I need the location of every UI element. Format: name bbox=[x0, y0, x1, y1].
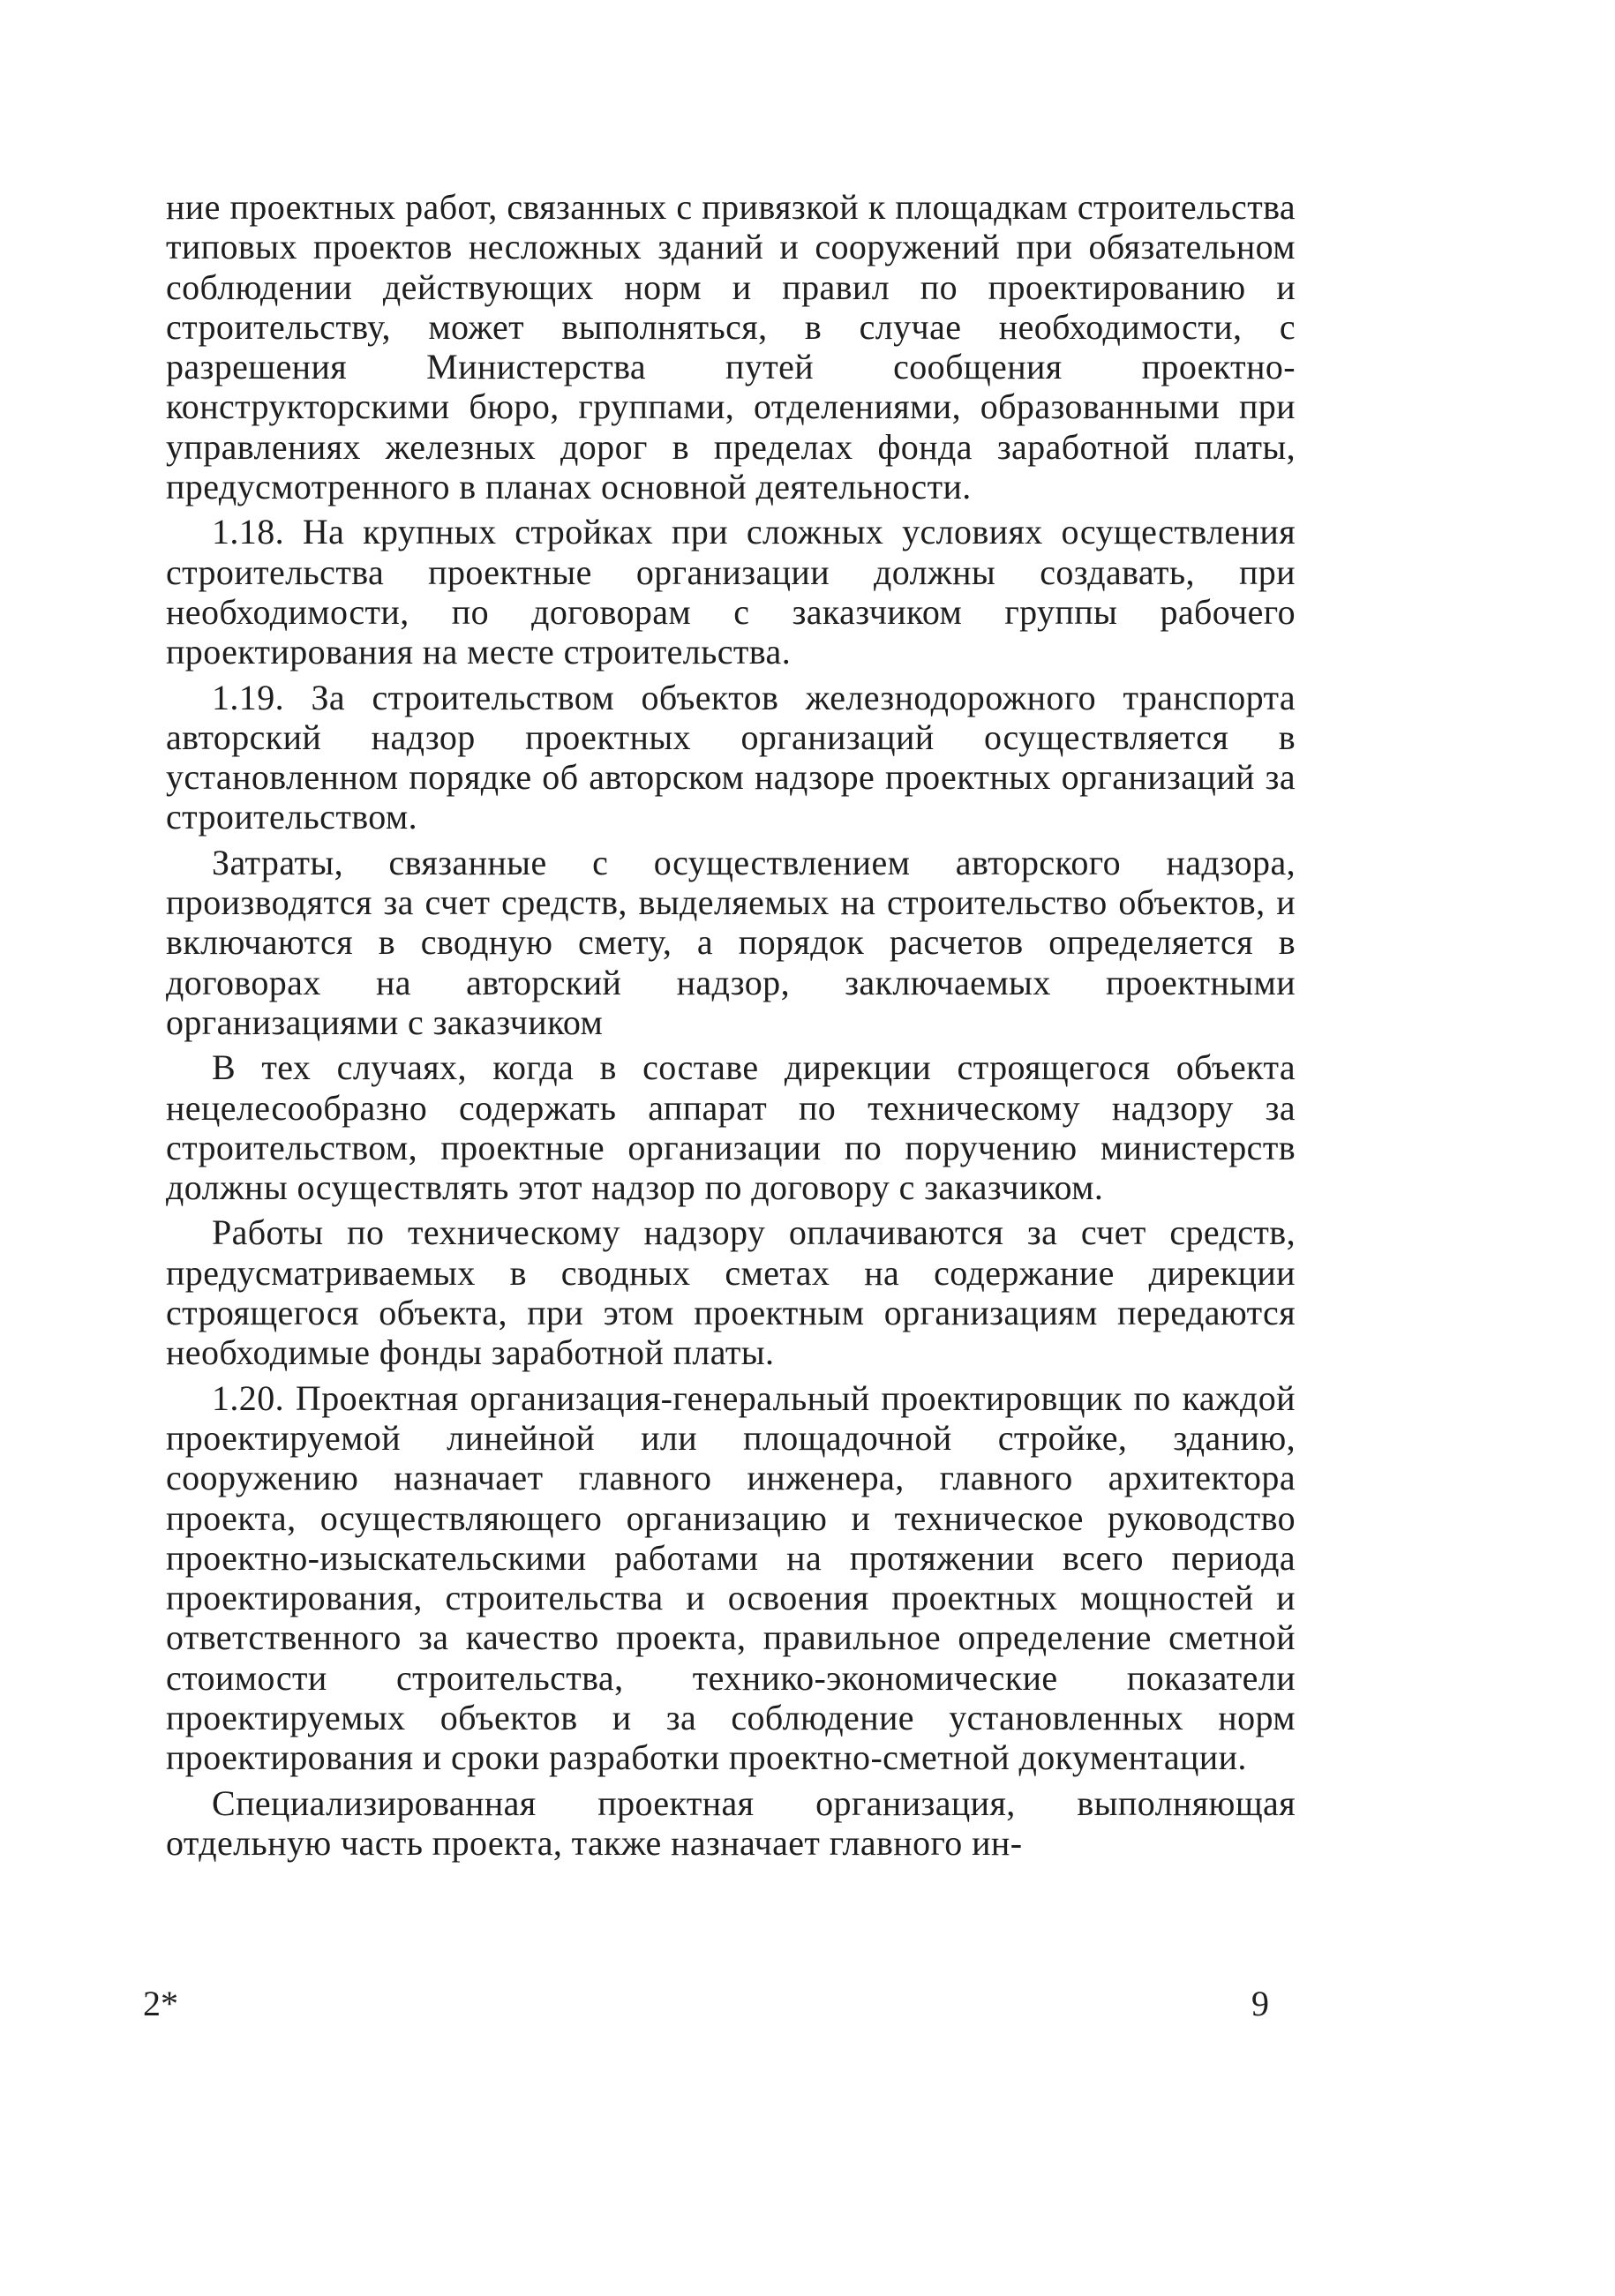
paragraph-continuation: ние проектных работ, связанных с привязкой к площадкам строительства типовых проектов несложных зданий и сооружений при обязательном соблюдении действующих норм и правил по проектированию и строительству, может выполняться, в случае необходимости, с разрешения Министерства путей сообщения проектно-конструкторскими бюро, группами, отделениями, образованными при управлениях железных дорог в пределах фонда заработной платы, предусмотренного в планах основной деятельности. bbox=[166, 187, 1296, 507]
signature-mark: 2* bbox=[143, 1984, 178, 2023]
paragraph-1-18: 1.18. На крупных стройках при сложных условиях осуществления строительства проектные организации должны создавать, при необходимости, по договорам с заказчиком группы рабочего проектирования на месте строительства. bbox=[166, 512, 1296, 672]
paragraph-specialized-organization: Специализированная проектная организация, выполняющая отдельную часть проекта, также назначает главного ин- bbox=[166, 1782, 1296, 1863]
paragraph-1-20: 1.20. Проектная организация-генеральный проектировщик по каждой проектируемой линейной или площадочной стройке, зданию, сооружению назначает главного инженера, главного архитектора проекта, осуществляющего организацию и техническое руководство проектно-изыскательскими работами на протяжении всего периода проектирования, строительства и освоения проектных мощностей и ответственного за качество проекта, правильное определение сметной стоимости строительства, технико-экономические показатели проектируемых объектов и за соблюдение установленных норм проектирования и сроки разработки проектно-сметной документации. bbox=[166, 1377, 1296, 1778]
body-text bbox=[166, 187, 1296, 1863]
paragraph-supervision-costs: Затраты, связанные с осуществлением авторского надзора, производятся за счет средств, выделяемых на строительство объектов, и включаются в сводную смету, а порядок расчетов определяется в договорах на авторский надзор, заключаемых проектными организациями с заказчиком bbox=[166, 842, 1296, 1042]
page-number: 9 bbox=[1251, 1984, 1269, 2023]
paragraph-supervision-payment: Работы по техническому надзору оплачиваются за счет средств, предусматриваемых в сводных сметах на содержание дирекции строящегося объекта, при этом проектным организациям передаются необходимые фонды заработной платы. bbox=[166, 1212, 1296, 1373]
paragraph-technical-supervision: В тех случаях, когда в составе дирекции строящегося объекта нецелесообразно содержать аппарат по техническому надзору за строительством, проектные организации по поручению министерств должны осуществлять этот надзор по договору с заказчиком. bbox=[166, 1047, 1296, 1208]
paragraph-1-19: 1.19. За строительством объектов железнодорожного транспорта авторский надзор проектных организаций осуществляется в установленном порядке об авторском надзоре проектных организаций за строительством. bbox=[166, 677, 1296, 837]
